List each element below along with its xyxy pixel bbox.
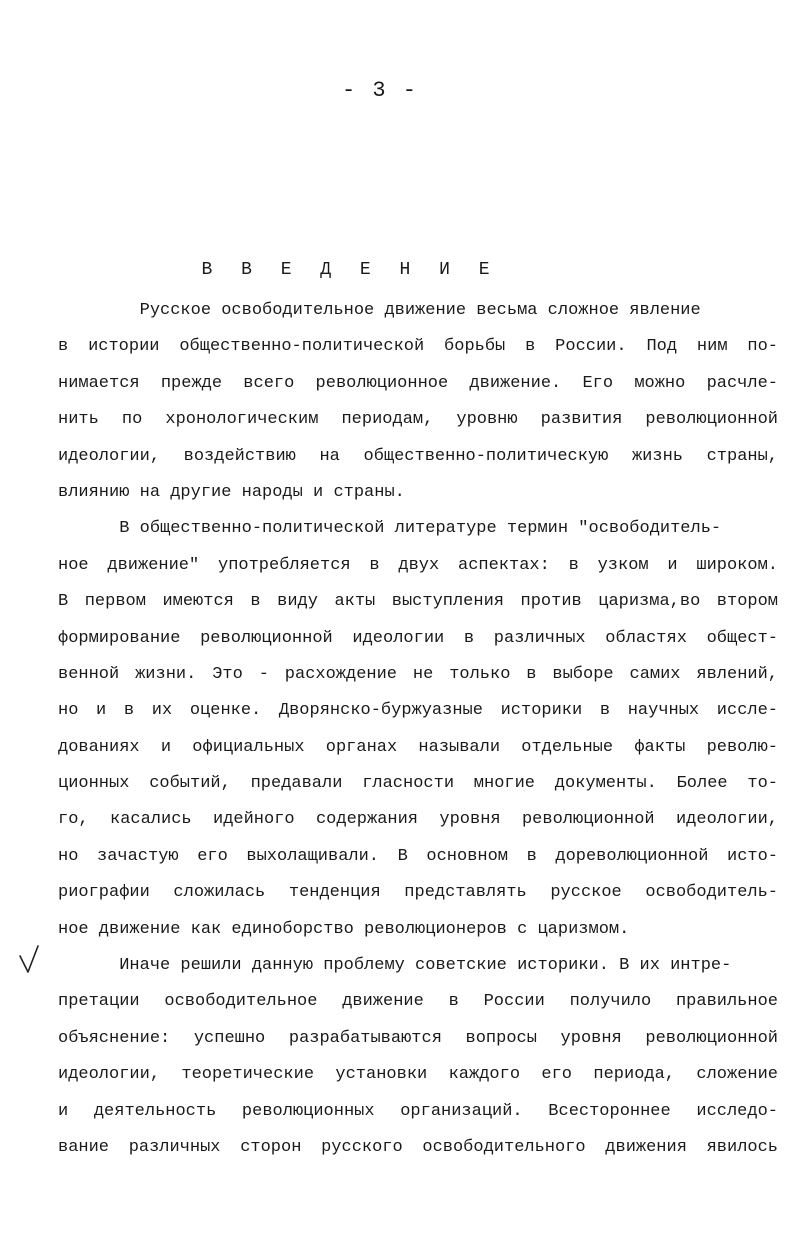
text-line: Иначе решили данную проблему советские историки. В их интре- [58,956,732,976]
body-text [58,293,778,1166]
text-line: и деятельность революционных организаций. Всестороннее исследо- [58,1101,778,1121]
text-line: риографии сложилась тенденция представлять русское освободитель- [58,883,778,903]
text-line: нимается прежде всего революционное движение. Его можно расчле- [58,373,778,393]
text-line: дованиях и официальных органах называли отдельные факты револю- [58,737,778,757]
text-line: го, касались идейного содержания уровня революционной идеологии, [58,810,778,830]
text-line: претации освободительное движение в России получило правильное [58,992,778,1012]
text-line: идеологии, воздействию на общественно-политическую жизнь страны, [58,446,778,466]
text-line: влиянию на другие народы и страны. [58,482,405,502]
text-line: ное движение как единоборство революционеров с царизмом. [58,919,630,939]
text-line: венной жизни. Это - расхождение не только в выборе самих явлений, [58,664,778,684]
text-line: но зачастую его выхолащивали. В основном в дореволюционной исто- [58,846,778,866]
text-line: но и в их оценке. Дворянско-буржуазные историки в научных иссле- [58,701,778,721]
text-line: нить по хронологическим периодам, уровню развития революционной [58,410,778,430]
text-line: ное движение" употребляется в двух аспектах: в узком и широком. [58,555,778,575]
text-line: вание различных сторон русского освободительного движения явилось [58,1137,778,1157]
text-line: объяснение: успешно разрабатываются вопросы уровня революционной [58,1028,778,1048]
text-line: ционных событий, предавали гласности многие документы. Более то- [58,774,778,794]
check-mark-icon [18,944,40,974]
text-line: Русское освободительное движение весьма сложное явление [58,301,701,320]
text-line: в истории общественно-политической борьбы в России. Под ним по- [58,337,778,357]
text-line: формирование революционной идеологии в различных областях общест- [58,628,778,648]
text-line: В общественно-политической литературе термин "освободитель- [58,519,722,539]
text-line: идеологии, теоретические установки каждого его периода, сложение [58,1065,778,1085]
page-number: - 3 - [341,78,418,103]
section-heading: В В Е Д Е Н И Е [201,260,499,280]
text-line: В первом имеются в виду акты выступления против царизма,во втором [58,592,778,612]
